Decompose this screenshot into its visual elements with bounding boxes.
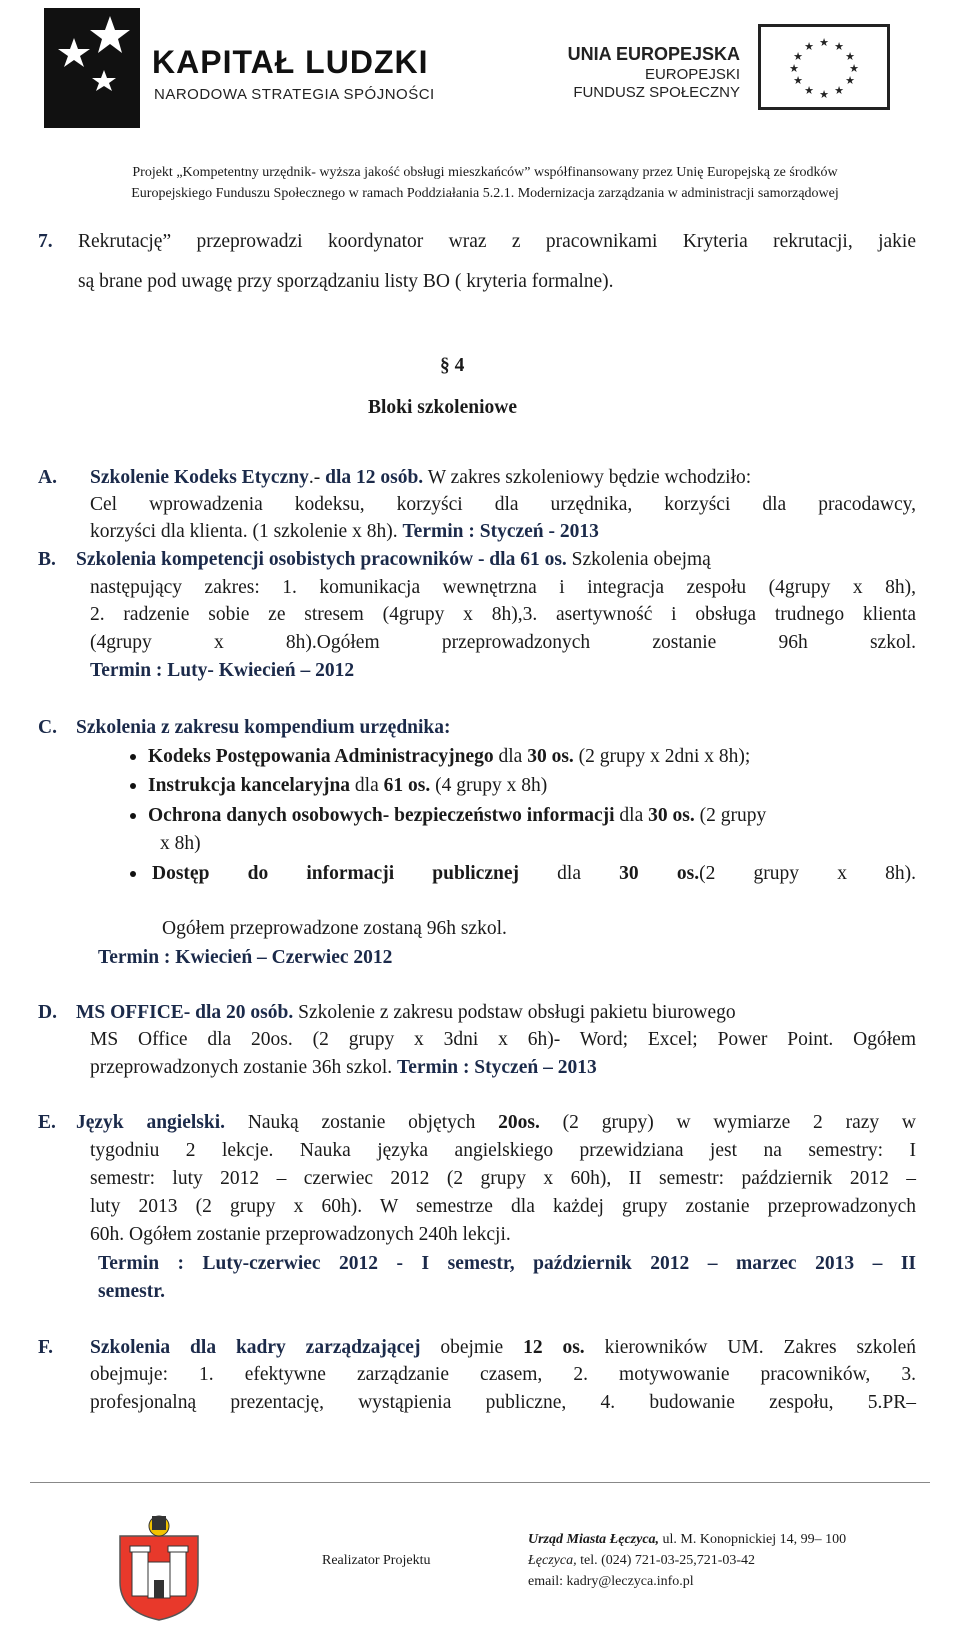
block-f-line-1-b: kierowników UM. Zakres szkoleń bbox=[604, 1337, 917, 1358]
block-a-line-3 bbox=[90, 518, 599, 546]
eu-subtitle-1: EUROPEJSKI bbox=[644, 66, 740, 83]
footer-office-addr: ul. M. Konopnickiej 14, 99– 100 bbox=[659, 1532, 847, 1547]
block-f-letter: F. bbox=[38, 1337, 53, 1358]
item-7-number: 7. bbox=[38, 231, 53, 252]
block-b-line-3: 2. radzenie sobie ze stresem (4grupy x 8h),3. asertywność i obsługa trudnego klienta bbox=[90, 604, 916, 625]
city-crest bbox=[118, 1512, 200, 1622]
block-c-item-1-rest: (2 grupy x 2dni x 8h); bbox=[573, 746, 751, 767]
block-a-count: dla 12 osób. bbox=[325, 467, 424, 488]
block-f-line-1-count: 12 os. bbox=[523, 1337, 585, 1358]
svg-text:★: ★ bbox=[849, 62, 859, 75]
footer-email: email: kadry@leczyca.info.pl bbox=[528, 1574, 694, 1589]
block-d-line-1-rest: Szkolenie z zakresu podstaw obsługi pakietu biurowego bbox=[298, 1002, 736, 1023]
stars-logo-icon bbox=[44, 8, 140, 128]
svg-text:★: ★ bbox=[834, 84, 844, 97]
block-d-line-3-text: przeprowadzonych zostanie 36h szkol. bbox=[90, 1057, 393, 1078]
block-e-line-2: tygodniu 2 lekcje. Nauka języka angielskiego przewidziana jest na semestry: I bbox=[90, 1140, 916, 1161]
block-c-item-3-count: 30 os. bbox=[648, 805, 695, 826]
block-f-title: Szkolenia dla kadry zarządzającej bbox=[90, 1337, 421, 1358]
block-c-item-4 bbox=[152, 860, 916, 888]
bullet-icon bbox=[130, 754, 136, 760]
block-c-term: Termin : Kwiecień – Czerwiec 2012 bbox=[98, 947, 393, 968]
item-7-line-1: Rekrutację” przeprowadzi koordynator wraz z pracownikami Kryteria rekrutacji, jakie bbox=[78, 231, 916, 252]
block-c-item-3-cont: x 8h) bbox=[160, 833, 201, 854]
block-b-line-1 bbox=[76, 546, 711, 574]
kapital-ludzki-logo bbox=[44, 8, 140, 128]
svg-text:★: ★ bbox=[819, 36, 829, 49]
footer-office-name: Urząd Miasta Łęczyca, bbox=[528, 1532, 660, 1547]
project-line-1: Projekt „Kompetentny urzędnik- wyższa jakość obsługi mieszkańców” współfinansowany przez Unię Europejską ze środków bbox=[132, 165, 838, 180]
block-e-term-2: semestr. bbox=[98, 1281, 165, 1302]
block-a-line-1 bbox=[90, 464, 751, 492]
bullet-icon bbox=[130, 813, 136, 819]
block-b-letter: B. bbox=[38, 549, 56, 570]
block-b-line-4: (4grupy x 8h).Ogółem przeprowadzonych zostanie 96h szkol. bbox=[90, 632, 916, 653]
block-d-term: Termin : Styczeń – 2013 bbox=[397, 1057, 597, 1078]
block-c-item-4-count: 30 os. bbox=[619, 863, 700, 884]
svg-text:★: ★ bbox=[793, 50, 803, 63]
svg-text:★: ★ bbox=[793, 74, 803, 87]
block-a-title: Szkolenie Kodeks Etyczny bbox=[90, 467, 309, 488]
block-c-item-3-mid: dla bbox=[614, 805, 649, 826]
block-c-item-2-title: Instrukcja kancelaryjna bbox=[148, 775, 351, 796]
block-e-term-1: Termin : Luty-czerwiec 2012 - I semestr, październik 2012 – marzec 2013 – II bbox=[98, 1253, 916, 1274]
svg-text:★: ★ bbox=[845, 74, 855, 87]
block-c-letter: C. bbox=[38, 717, 57, 738]
section-number: § 4 bbox=[440, 355, 465, 376]
block-b-title: Szkolenia kompetencji osobistych pracowników - dla 61 os. bbox=[76, 549, 567, 570]
footer-contact bbox=[528, 1553, 755, 1569]
block-a-line-1-rest: W zakres szkoleniowy będzie wchodziło: bbox=[427, 467, 752, 488]
block-f-line-2: obejmuje: 1. efektywne zarządzanie czasem, 2. motywowanie pracowników, 3. bbox=[90, 1364, 916, 1385]
eu-title: UNIA EUROPEJSKA bbox=[567, 44, 740, 64]
block-f-line-3: profesjonalną prezentację, wystąpienia publiczne, 4. budowanie zespołu, 5.PR– bbox=[90, 1392, 916, 1413]
bullet-icon bbox=[130, 783, 136, 789]
block-e-line-5: 60h. Ogółem zostanie przeprowadzonych 240h lekcji. bbox=[90, 1224, 511, 1245]
block-d-line-1 bbox=[76, 999, 736, 1027]
block-a-sep: .- bbox=[308, 467, 321, 488]
block-b-term: Termin : Luty- Kwiecień – 2012 bbox=[90, 660, 355, 681]
block-c-summary: Ogółem przeprowadzone zostaną 96h szkol. bbox=[162, 918, 507, 939]
svg-text:★: ★ bbox=[804, 84, 814, 97]
eu-flag bbox=[758, 24, 890, 110]
block-e-letter: E. bbox=[38, 1112, 56, 1133]
footer-address bbox=[528, 1532, 846, 1548]
block-c-item-1 bbox=[148, 743, 750, 771]
bullet-icon bbox=[130, 871, 136, 877]
block-e-line-3: semestr: luty 2012 – czerwiec 2012 (2 grupy x 60h), II semestr: październik 2012 – bbox=[90, 1168, 916, 1189]
block-e-line-1-a: Nauką zostanie objętych bbox=[247, 1112, 476, 1133]
block-d-line-2: MS Office dla 20os. (2 grupy x 3dni x 6h)- Word; Excel; Power Point. Ogółem bbox=[90, 1029, 916, 1050]
block-e-line-1-count: 20os. bbox=[498, 1112, 540, 1133]
block-e-line-1 bbox=[76, 1109, 916, 1137]
block-c-item-4-title: Dostęp do informacji publicznej bbox=[152, 863, 519, 884]
city-crest-icon bbox=[118, 1512, 200, 1622]
svg-text:★: ★ bbox=[789, 62, 799, 75]
block-c-item-2-mid: dla bbox=[350, 775, 384, 796]
block-e-title: Język angielski. bbox=[76, 1112, 226, 1133]
block-c-item-3-rest: (2 grupy bbox=[694, 805, 767, 826]
project-line-2: Europejskiego Funduszu Społecznego w ramach Poddziałania 5.2.1. Modernizacja zarządzania w administracji samorządowej bbox=[131, 186, 839, 201]
block-b-line-1-rest: Szkolenia obejmą bbox=[571, 549, 711, 570]
block-c-title: Szkolenia z zakresu kompendium urzędnika: bbox=[76, 717, 451, 738]
eu-subtitle-2: FUNDUSZ SPOŁECZNY bbox=[573, 84, 740, 101]
kapital-ludzki-title: KAPITAŁ LUDZKI bbox=[152, 44, 429, 80]
block-c-item-1-count: 30 os. bbox=[527, 746, 574, 767]
svg-text:★: ★ bbox=[819, 88, 829, 101]
block-c-item-2 bbox=[148, 772, 547, 800]
svg-text:★: ★ bbox=[845, 50, 855, 63]
block-c-item-3 bbox=[148, 802, 766, 830]
block-c-item-1-title: Kodeks Postępowania Administracyjnego bbox=[148, 746, 494, 767]
block-a-letter: A. bbox=[38, 467, 57, 488]
footer-city: Łęczyca, bbox=[528, 1553, 577, 1568]
svg-text:★: ★ bbox=[834, 40, 844, 53]
block-a-line-3-text: korzyści dla klienta. (1 szkolenie x 8h). bbox=[90, 521, 398, 542]
footer-divider bbox=[30, 1482, 930, 1483]
block-a-term: Termin : Styczeń - 2013 bbox=[402, 521, 599, 542]
footer-realizator: Realizator Projektu bbox=[322, 1553, 431, 1568]
block-c-item-3-title: Ochrona danych osobowych- bezpieczeństwo informacji bbox=[148, 805, 615, 826]
eu-flag-icon bbox=[761, 27, 887, 107]
block-a-line-2: Cel wprowadzenia kodeksu, korzyści dla urzędnika, korzyści dla pracodawcy, bbox=[90, 494, 916, 515]
kapital-ludzki-subtitle: NARODOWA STRATEGIA SPÓJNOŚCI bbox=[154, 86, 435, 103]
block-c-item-1-mid: dla bbox=[493, 746, 528, 767]
block-d-letter: D. bbox=[38, 1002, 57, 1023]
block-f-line-1 bbox=[90, 1334, 916, 1362]
block-d-title: MS OFFICE- dla 20 osób. bbox=[76, 1002, 294, 1023]
block-c-item-4-mid: dla bbox=[518, 863, 620, 884]
block-c-item-4-rest: (2 grupy x 8h). bbox=[699, 863, 916, 884]
section-title: Bloki szkoleniowe bbox=[368, 397, 517, 418]
block-f-line-1-a: obejmie bbox=[440, 1337, 504, 1358]
svg-text:★: ★ bbox=[804, 40, 814, 53]
block-c-item-2-rest: (4 grupy x 8h) bbox=[430, 775, 548, 796]
block-b-line-2: następujący zakres: 1. komunikacja wewnętrzna i integracja zespołu (4grupy x 8h), bbox=[90, 577, 916, 598]
item-7-line-2: są brane pod uwagę przy sporządzaniu listy BO ( kryteria formalne). bbox=[78, 271, 614, 292]
footer-phone: tel. (024) 721-03-25,721-03-42 bbox=[576, 1553, 756, 1568]
block-d-line-3 bbox=[90, 1054, 597, 1082]
block-c-item-2-count: 61 os. bbox=[383, 775, 431, 796]
block-e-line-1-b: (2 grupy) w wymiarze 2 razy w bbox=[562, 1112, 917, 1133]
block-e-line-4: luty 2013 (2 grupy x 60h). W semestrze dla każdej grupy zostanie przeprowadzonych bbox=[90, 1196, 916, 1217]
